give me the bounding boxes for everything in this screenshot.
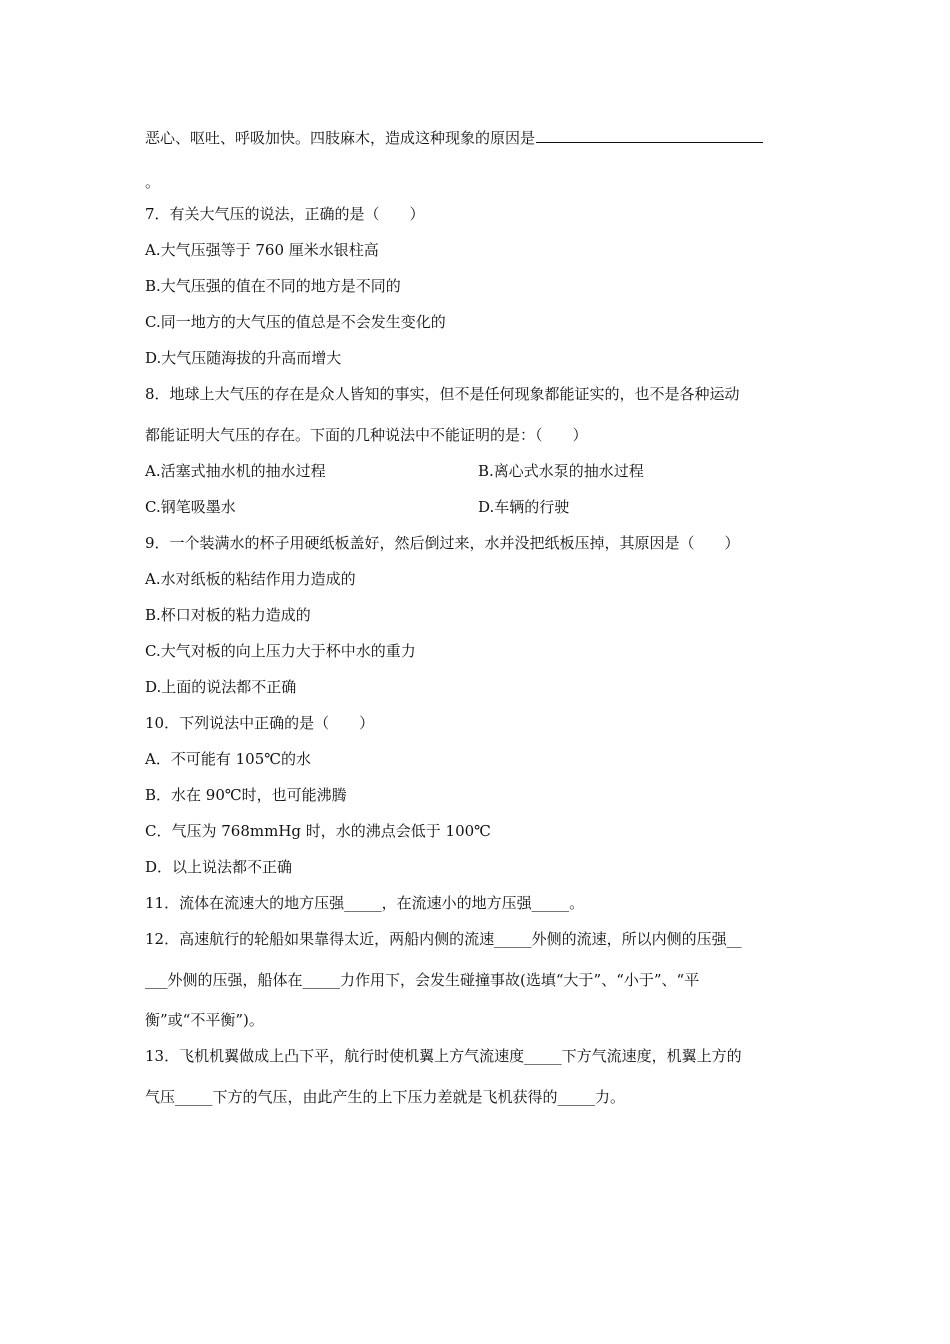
q9-option-b: B.杯口对板的粘力造成的 (145, 606, 311, 624)
q7-option-c: C.同一地方的大气压的值总是不会发生变化的 (145, 313, 446, 331)
q8-option-d: D.车辆的行驶 (478, 498, 570, 516)
q10-option-d: D．以上说法都不正确 (145, 858, 293, 876)
q7-option-d: D.大气压随海拔的升高而增大 (145, 349, 342, 367)
q9-stem: 9．一个装满水的杯子用硬纸板盖好，然后倒过来，水并没把纸板压掉，其原因是（ ） (145, 534, 740, 552)
q7-option-b: B.大气压强的值在不同的地方是不同的 (145, 277, 401, 295)
q8-stem-line2: 都能证明大气压的存在。下面的几种说法中不能证明的是：（ ） (145, 426, 588, 444)
q9-option-a: A.水对纸板的粘结作用力造成的 (145, 570, 356, 588)
q6-text: 恶心、呕吐、呼吸加快。四肢麻木，造成这种现象的原因是 (145, 129, 536, 147)
q12-line2: ___外侧的压强，船体在_____力作用下，会发生碰撞事故(选填“大于”、“小于”、“平 (145, 971, 700, 989)
q8-option-b: B.离心式水泵的抽水过程 (478, 462, 644, 480)
q13-line1: 13．飞机机翼做成上凸下平，航行时使机翼上方气流速度_____下方气流速度，机翼上方的 (145, 1047, 742, 1065)
q6-continuation-line (145, 128, 763, 148)
q8-option-a: A.活塞式抽水机的抽水过程 (145, 462, 326, 480)
q9-option-d: D.上面的说法都不正确 (145, 678, 297, 696)
q10-option-b: B．水在 90℃时，也可能沸腾 (145, 786, 347, 804)
q12-line1: 12．高速航行的轮船如果靠得太近，两船内侧的流速_____外侧的流速，所以内侧的压强__ (145, 930, 742, 948)
q10-stem: 10．下列说法中正确的是（ ） (145, 714, 375, 732)
q13-line2: 气压_____下方的气压，由此产生的上下压力差就是飞机获得的_____力。 (145, 1088, 626, 1106)
q7-stem: 7．有关大气压的说法，正确的是（ ） (145, 205, 425, 223)
q10-option-a: A．不可能有 105℃的水 (145, 750, 312, 768)
q7-option-a: A.大气压强等于 760 厘米水银柱高 (145, 241, 379, 259)
q6-end-mark: 。 (145, 173, 161, 191)
q12-line3: 衡”或“不平衡”)。 (145, 1011, 264, 1029)
answer-blank (536, 128, 763, 143)
q8-stem-line1: 8．地球上大气压的存在是众人皆知的事实，但不是任何现象都能证实的，也不是各种运动 (145, 385, 740, 403)
q10-option-c: C．气压为 768mmHg 时，水的沸点会低于 100℃ (145, 822, 491, 840)
q9-option-c: C.大气对板的向上压力大于杯中水的重力 (145, 642, 416, 660)
q8-option-c: C.钢笔吸墨水 (145, 498, 236, 516)
q11-text: 11．流体在流速大的地方压强_____，在流速小的地方压强_____。 (145, 894, 585, 912)
